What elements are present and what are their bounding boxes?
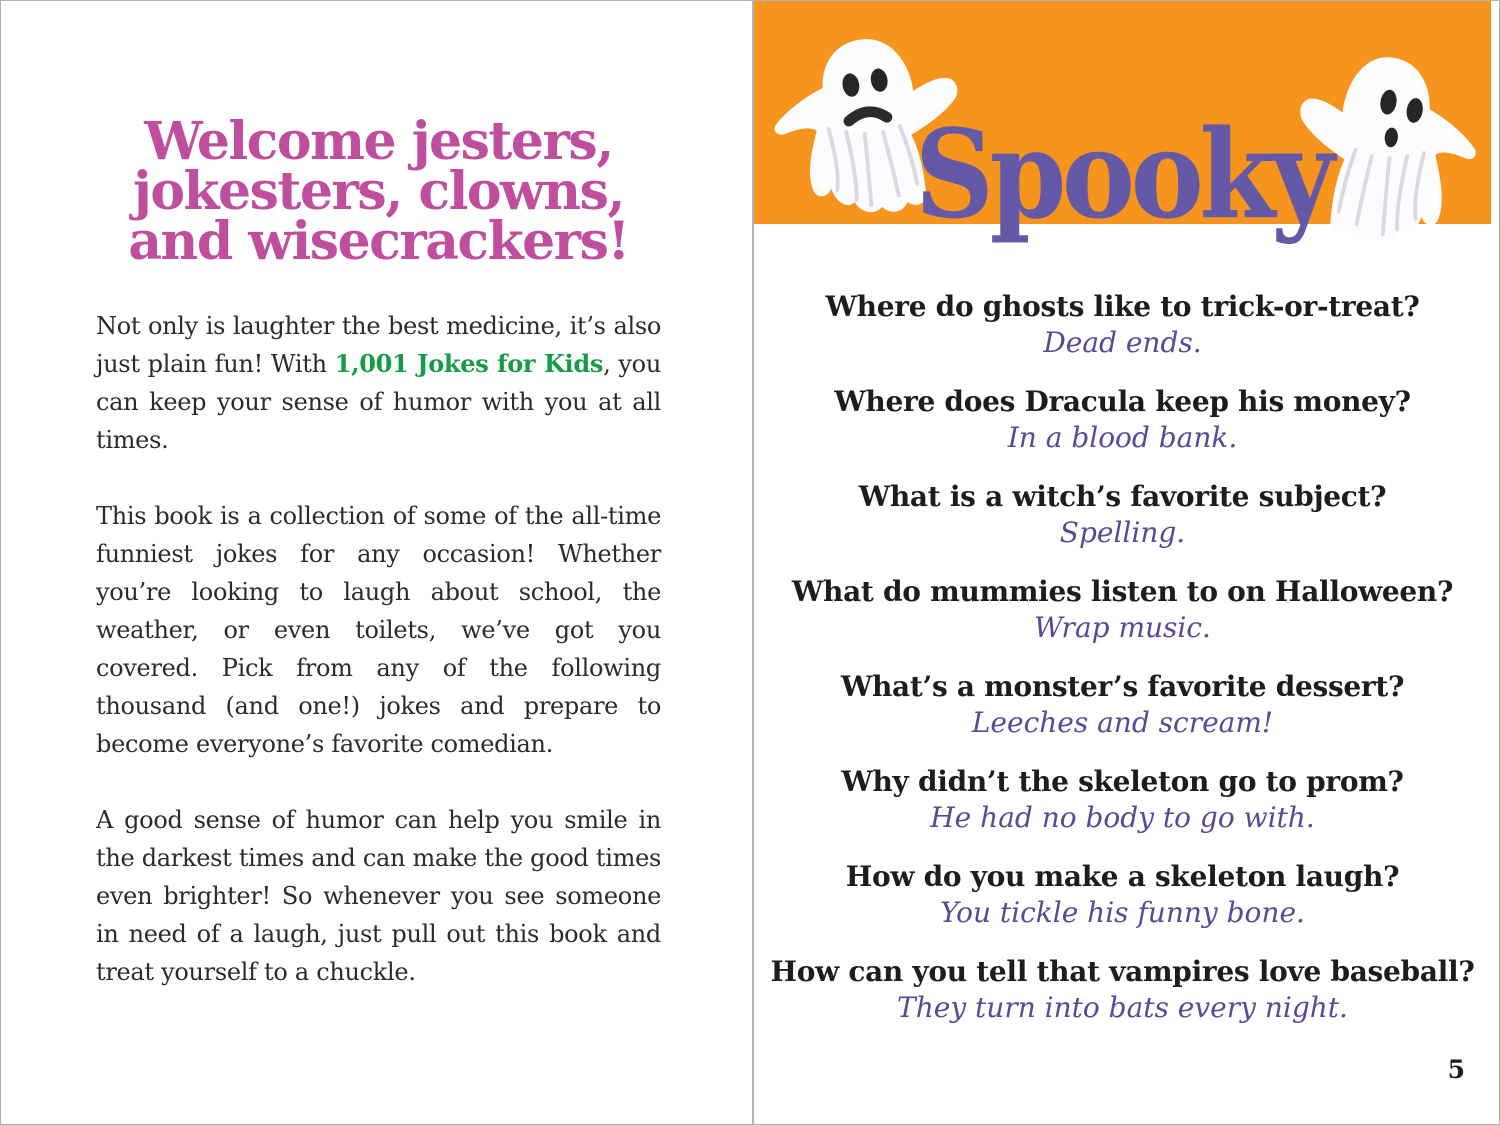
intro-text: [96, 307, 661, 991]
joke-question: Where do ghosts like to trick-or-treat?: [825, 290, 1420, 323]
left-page: [1, 1, 752, 1124]
joke-question: How can you tell that vampires love baseball?: [770, 955, 1475, 988]
chapter-title: Spooky: [914, 102, 1331, 246]
joke-item: [754, 479, 1491, 551]
page-title-line: jokesters, clowns,: [133, 161, 624, 222]
joke-answer: You tickle his funny bone.: [940, 896, 1305, 929]
joke-item: [754, 574, 1491, 646]
joke-item: [754, 289, 1491, 361]
joke-answer: Spelling.: [1059, 516, 1186, 549]
intro-paragraph: A good sense of humor can help you smile in the darkest times and can make the good times even brighter! So whenever you see someone in need of a laugh, just pull out this book and treat yourself to a chuckle.: [96, 806, 661, 986]
joke-question: How do you make a skeleton laugh?: [845, 860, 1400, 893]
joke-item: [754, 954, 1491, 1026]
joke-question: What do mummies listen to on Halloween?: [791, 575, 1454, 608]
joke-answer: Wrap music.: [1034, 611, 1211, 644]
joke-answer: In a blood bank.: [1007, 421, 1238, 454]
page-number: 5: [1447, 1055, 1465, 1084]
joke-answer: He had no body to go with.: [930, 801, 1315, 834]
right-page: [754, 1, 1499, 1124]
page-title-line: Welcome jesters,: [144, 111, 613, 172]
joke-item: [754, 764, 1491, 836]
joke-item: [754, 384, 1491, 456]
joke-answer: Dead ends.: [1043, 326, 1202, 359]
joke-answer: Leeches and scream!: [971, 706, 1274, 739]
intro-paragraph: Not only is laughter the best medicine, it’s also just plain fun! With 1,001 Jokes for Kids, you can keep your sense of humor with you at all times.: [96, 312, 661, 454]
joke-item: [754, 669, 1491, 741]
joke-question: What is a witch’s favorite subject?: [858, 480, 1387, 513]
page-title: [96, 111, 661, 272]
book-title-inline: 1,001 Jokes for Kids: [334, 349, 604, 378]
ghost-right-icon: [1292, 47, 1484, 255]
joke-question: What’s a monster’s favorite dessert?: [840, 670, 1405, 703]
joke-list: [754, 289, 1491, 1049]
page-title-line: and wisecrackers!: [128, 211, 629, 272]
joke-answer: They turn into bats every night.: [897, 991, 1348, 1024]
joke-item: [754, 859, 1491, 931]
joke-question: Where does Dracula keep his money?: [834, 385, 1411, 418]
intro-paragraph: This book is a collection of some of the all-time funniest jokes for any occasion! Whether you’re looking to laugh about school, the weather, or even toilets, we’ve got you covered. Pick from any of the following thousand (and one!) jokes and prepare to become everyone’s favorite comedian.: [96, 502, 661, 758]
joke-question: Why didn’t the skeleton go to prom?: [841, 765, 1404, 798]
